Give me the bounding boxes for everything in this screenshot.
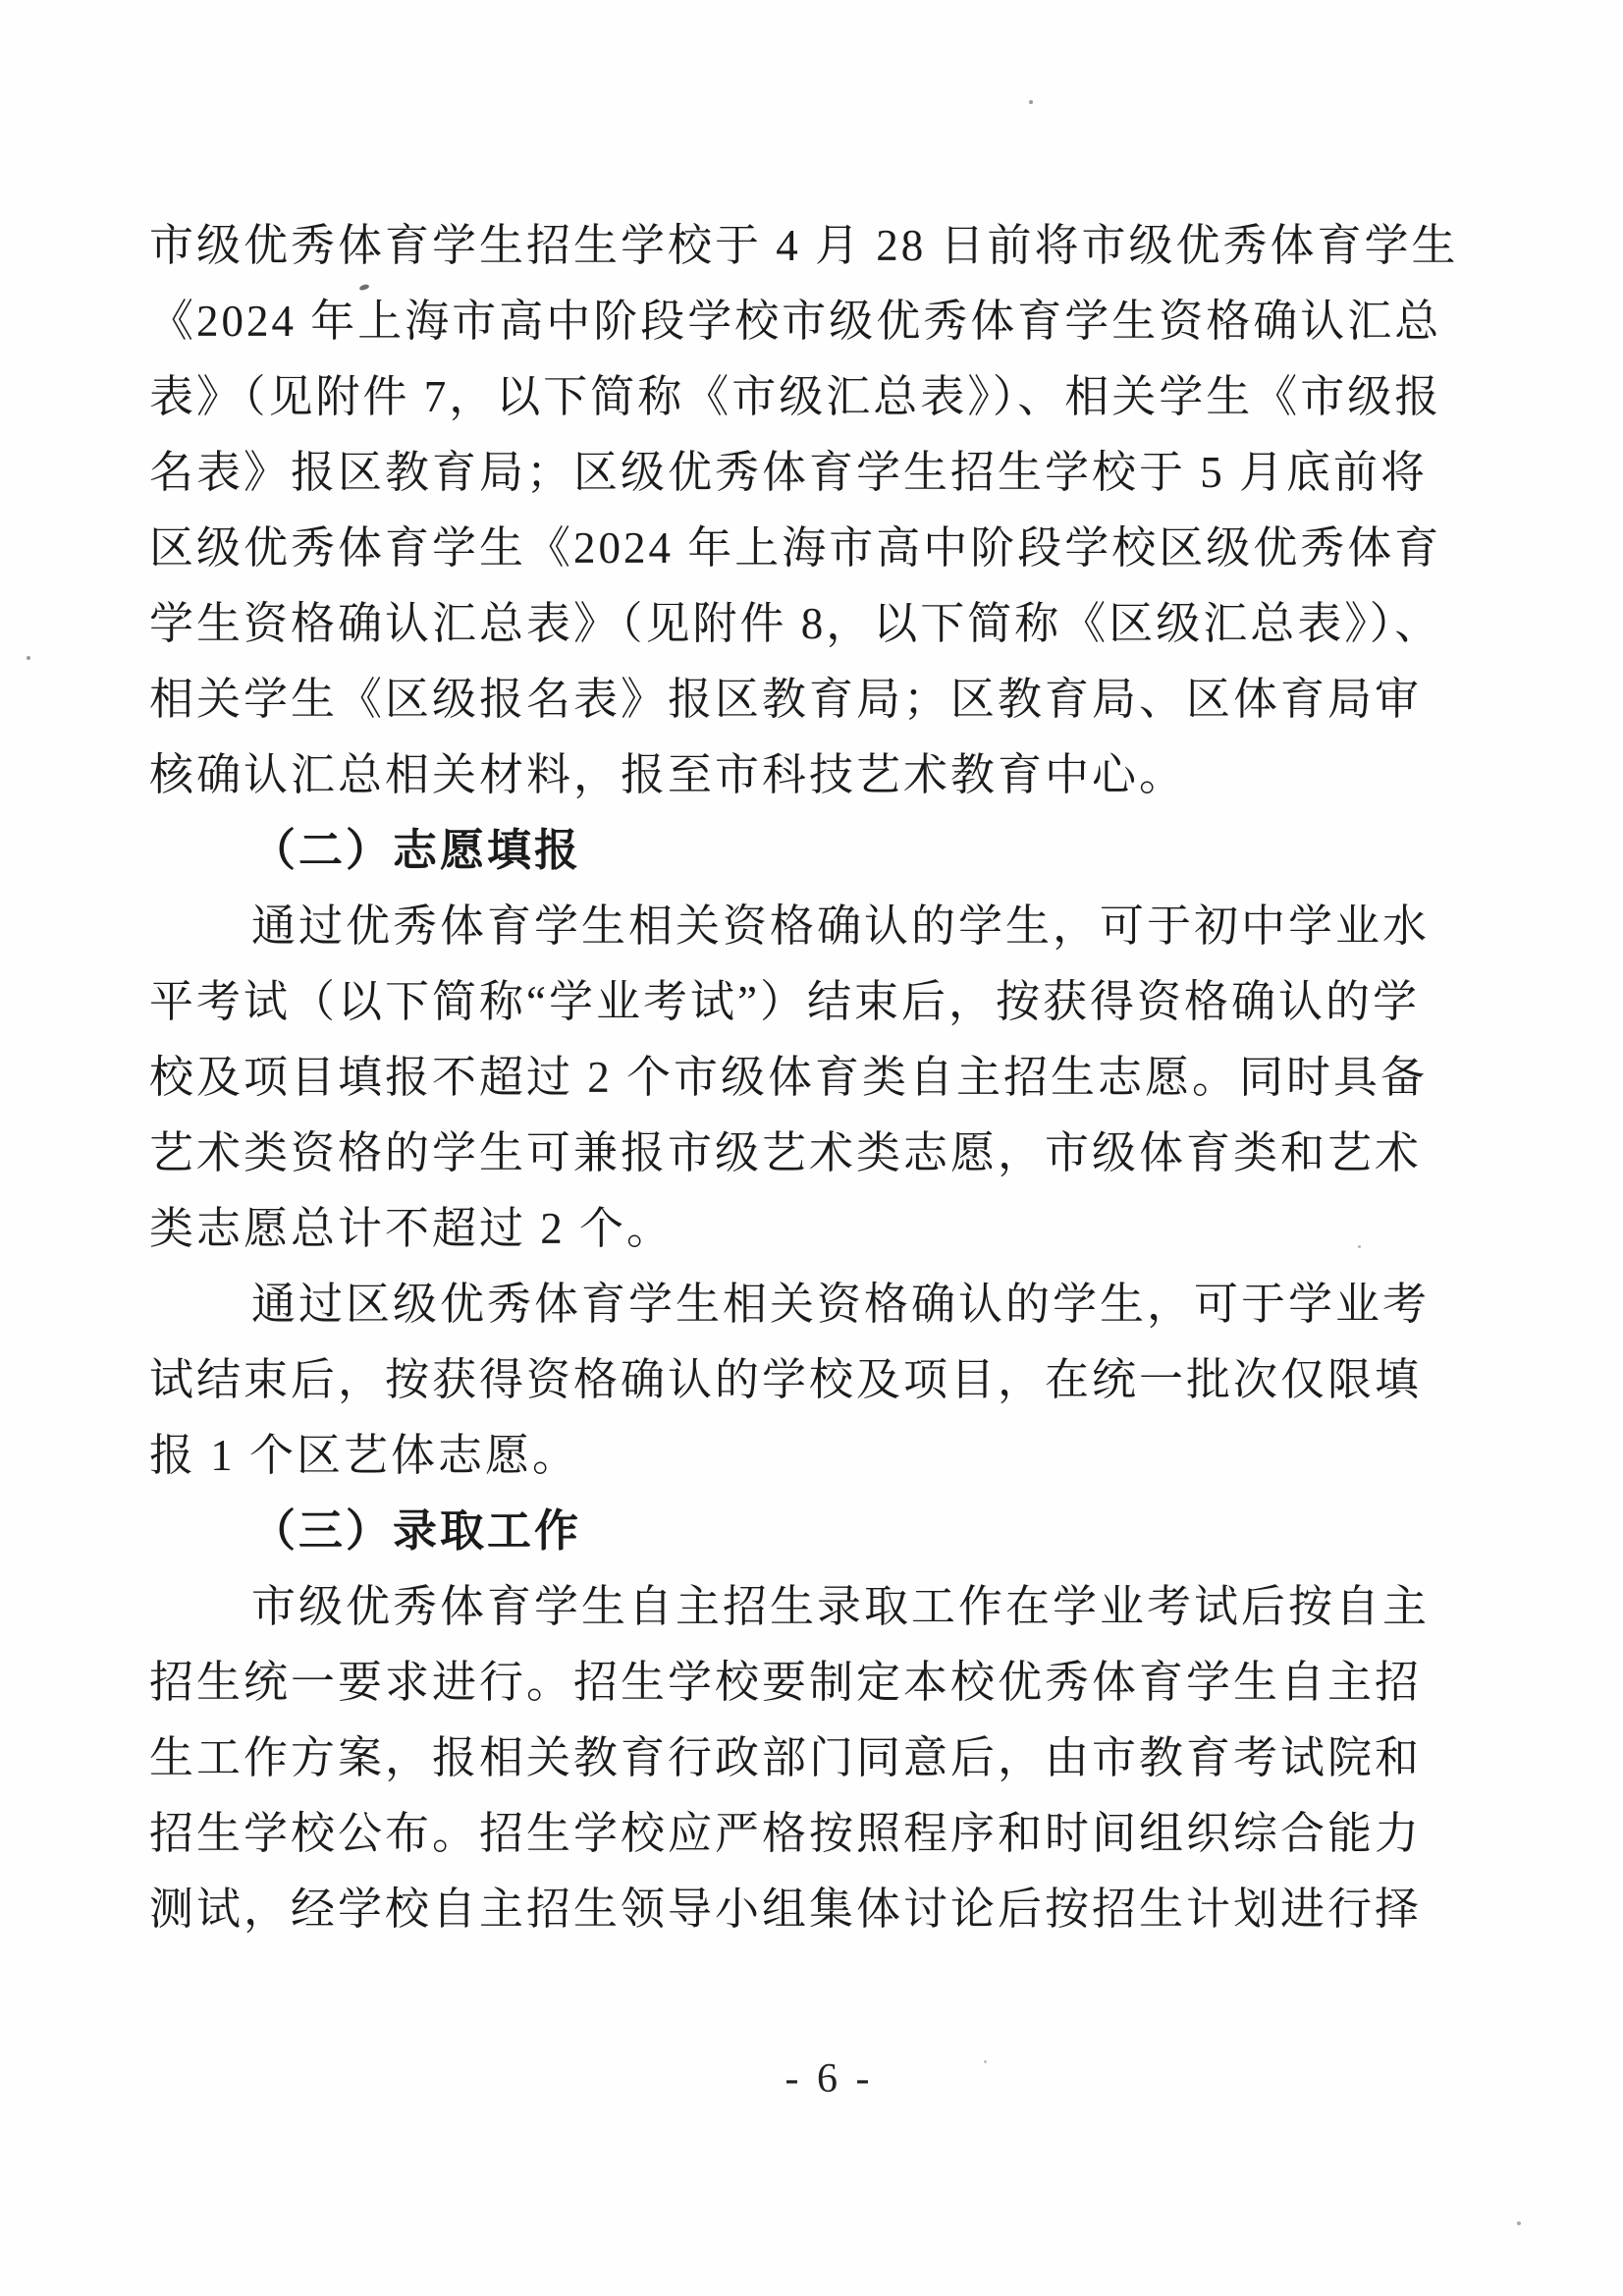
text-line: 报 1 个区艺体志愿。 — [149, 1431, 580, 1480]
page-number: - 6 - — [784, 2056, 874, 2102]
text-line: 核确认汇总相关材料，报至市科技艺术教育中心。 — [149, 750, 1187, 799]
text-line: 类志愿总计不超过 2 个。 — [149, 1204, 675, 1253]
text-line: 测试，经学校自主招生领导小组集体讨论后按招生计划进行择 — [149, 1885, 1423, 1934]
scan-speck — [1358, 1245, 1361, 1248]
text-line: 名表》报区教育局；区级优秀体育学生招生学校于 5 月底前将 — [149, 448, 1429, 497]
text-line: 艺术类资格的学生可兼报市级艺术类志愿，市级体育类和艺术 — [149, 1128, 1423, 1177]
text-line: 学生资格确认汇总表》（见附件 8，以下简称《区级汇总表》）、 — [149, 599, 1442, 648]
scan-speck — [27, 656, 30, 660]
text-block — [149, 208, 1477, 1947]
scan-speck — [1029, 100, 1033, 104]
section-heading: （三）录取工作 — [251, 1506, 582, 1556]
text-line: 《2024 年上海市高中阶段学校市级优秀体育学生资格确认汇总 — [149, 297, 1442, 346]
text-line: 区级优秀体育学生《2024 年上海市高中阶段学校区级优秀体育 — [149, 523, 1442, 573]
text-line: 相关学生《区级报名表》报区教育局；区教育局、区体育局审 — [149, 675, 1423, 724]
text-line: 试结束后，按获得资格确认的学校及项目，在统一批次仅限填 — [149, 1355, 1423, 1404]
text-line: 招生学校公布。招生学校应严格按照程序和时间组织综合能力 — [149, 1809, 1423, 1858]
text-line: 市级优秀体育学生招生学校于 4 月 28 日前将市级优秀体育学生 — [149, 221, 1459, 270]
text-line: 校及项目填报不超过 2 个市级体育类自主招生志愿。同时具备 — [149, 1053, 1429, 1102]
section-heading: （二）志愿填报 — [251, 826, 582, 875]
text-line: 市级优秀体育学生自主招生录取工作在学业考试后按自主 — [251, 1582, 1431, 1631]
text-line: 表》（见附件 7，以下简称《市级汇总表》）、相关学生《市级报 — [149, 372, 1442, 421]
text-line: 招生统一要求进行。招生学校要制定本校优秀体育学生自主招 — [149, 1658, 1423, 1707]
scan-speck — [984, 2060, 987, 2063]
text-line: 生工作方案，报相关教育行政部门同意后，由市教育考试院和 — [149, 1733, 1423, 1782]
scan-speck — [1517, 2221, 1521, 2225]
text-line: 平考试（以下简称“学业考试”）结束后，按获得资格确认的学 — [149, 977, 1420, 1026]
text-line: 通过区级优秀体育学生相关资格确认的学生，可于学业考 — [251, 1280, 1431, 1329]
text-line: 通过优秀体育学生相关资格确认的学生，可于初中学业水 — [251, 902, 1431, 951]
